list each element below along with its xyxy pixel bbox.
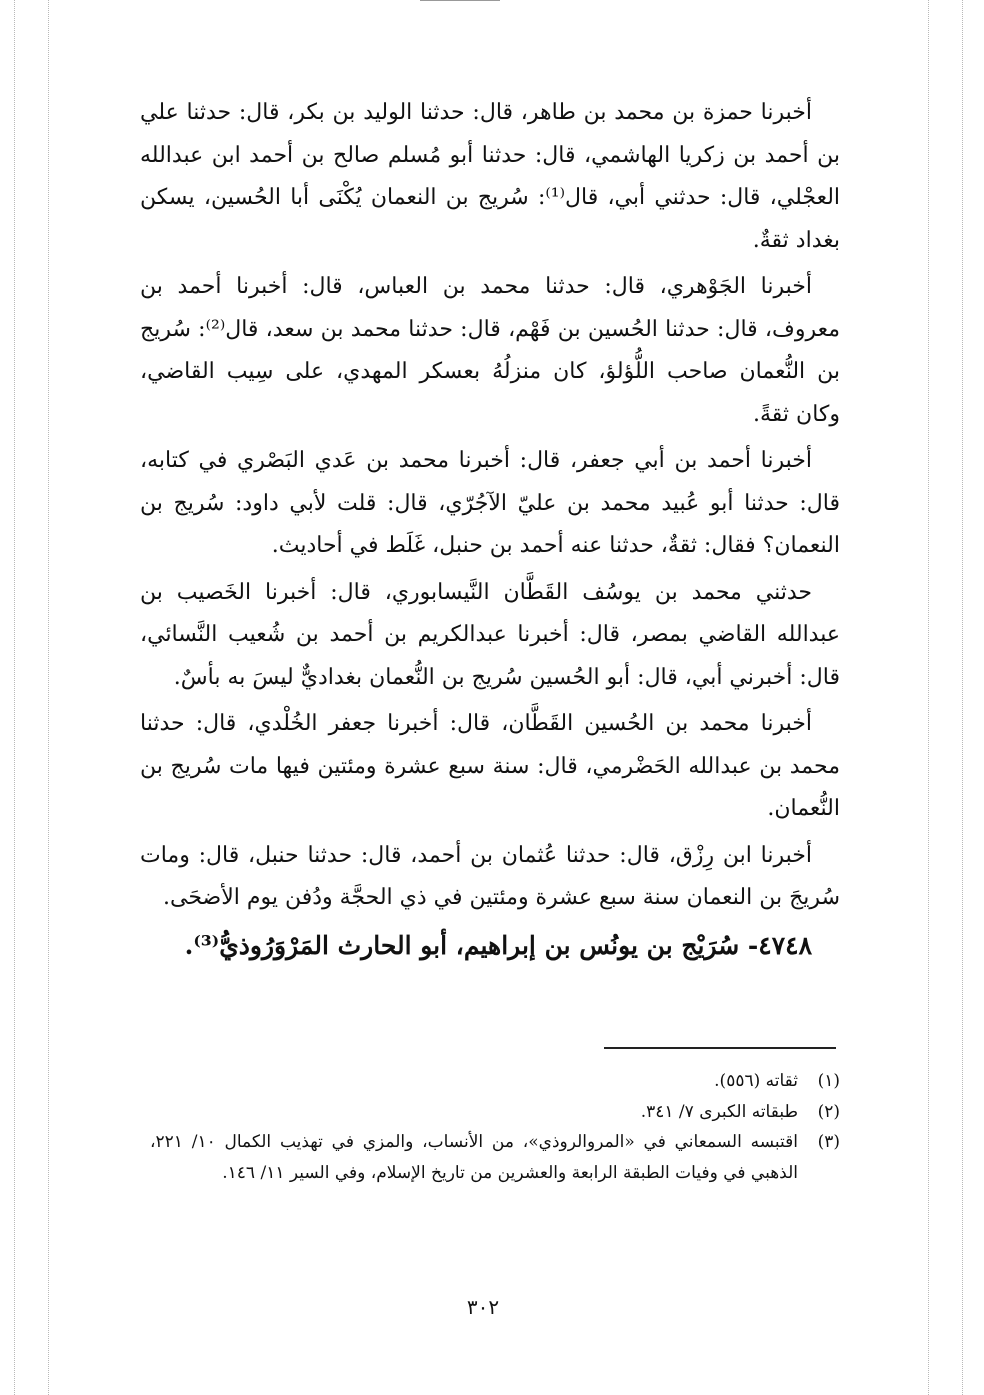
- paragraph-3: أخبرنا أحمد بن أبي جعفر، قال: أخبرنا محمد بن عَدي البَصْري في كتابه، قال: حدثنا أبو عُبيد محمد بن عليّ الآجُرّي، قال: قلت لأبي داود: سُريج بن النعمان؟ فقال: ثقةٌ، حدثنا عنه أحمد بن حنبل، غَلَط في أحاديث.: [140, 448, 840, 558]
- scan-edge-left-outer: [14, 0, 15, 1395]
- paragraph-2: أخبرنا الجَوْهري، قال: حدثنا محمد بن العباس، قال: أخبرنا أحمد بن معروف، قال: حدثنا الحُسين بن فَهْم، قال: حدثنا محمد بن سعد، قال⁽²⁾: سُريج بن النُّعمان صاحب اللُّؤلؤ، كان منزلُهُ بعسكر المهدي، على سِيب القاضي، وكان ثقةً.: [140, 274, 840, 427]
- footnote-3: [150, 1127, 840, 1188]
- footnote-number: (٢): [817, 1101, 840, 1122]
- footnote-text: طبقاته الكبرى ٧/ ٣٤١.: [640, 1101, 798, 1122]
- footnotes: [150, 1066, 840, 1188]
- paragraph-1: أخبرنا حمزة بن محمد بن طاهر، قال: حدثنا الوليد بن بكر، قال: حدثنا علي بن أحمد بن زكريا الهاشمي، قال: حدثنا أبو مُسلم صالح بن أحمد ابن عبدالله العجْلي، قال: حدثني أبي، قال⁽¹⁾: سُريج بن النعمان يُكْنَى أبا الحُسين، يسكن بغداد ثقةٌ.: [140, 100, 841, 253]
- footnote-separator: [604, 1047, 836, 1049]
- scan-edge-right-inner: [928, 0, 929, 1395]
- page-number: ٣٠٢: [466, 1295, 500, 1319]
- footnote-text: اقتبسه السمعاني في «المروالروذي»، من الأنساب، والمزي في تهذيب الكمال ١٠/ ٢٢١، الذهبي في وفيات الطبقة الرابعة والعشرين من تاريخ الإسلام، وفي السير ١١/ ١٤٦.: [150, 1132, 798, 1183]
- scan-edge-left-inner: [48, 0, 49, 1395]
- entry-heading: ٤٧٤٨- سُرَيْج بن يونُس بن إبراهيم، أبو الحارث المَرْوَرُوذيُّ⁽³⁾.: [184, 930, 812, 960]
- paragraph-5: أخبرنا محمد بن الحُسين القَطَّان، قال: أخبرنا جعفر الخُلْدي، قال: حدثنا محمد بن عبدالله الحَضْرمي، قال: سنة سبع عشرة ومئتين فيها مات سُريج بن النُّعمان.: [140, 711, 840, 821]
- footnote-1: [150, 1066, 840, 1097]
- footnote-2: [150, 1097, 840, 1128]
- paragraph-6: أخبرنا ابن رِزْق، قال: حدثنا عُثمان بن أحمد، قال: حدثنا حنبل، قال: ومات سُريجَ بن النعمان سنة سبع عشرة ومئتين في ذي الحجَّة ودُفن يوم الأضحَى.: [140, 842, 840, 910]
- main-text: [140, 92, 840, 968]
- top-scan-mark: [420, 0, 500, 7]
- footnote-text: ثقاته (٥٥٦).: [714, 1071, 798, 1091]
- footnote-number: (٣): [817, 1132, 840, 1152]
- scan-edge-right-outer: [962, 0, 963, 1395]
- footnote-number: (١): [817, 1071, 840, 1091]
- paragraph-4: حدثني محمد بن يوسُف القَطَّان النَّيسابوري، قال: أخبرنا الخَصيب بن عبدالله القاضي بمصر، قال: أخبرنا عبدالكريم بن أحمد بن شُعيب النَّسائي، قال: أخبرني أبي، قال: أبو الحُسين سُريج بن النُّعمان بغداديٌّ ليسَ به بأسٌ.: [140, 579, 840, 690]
